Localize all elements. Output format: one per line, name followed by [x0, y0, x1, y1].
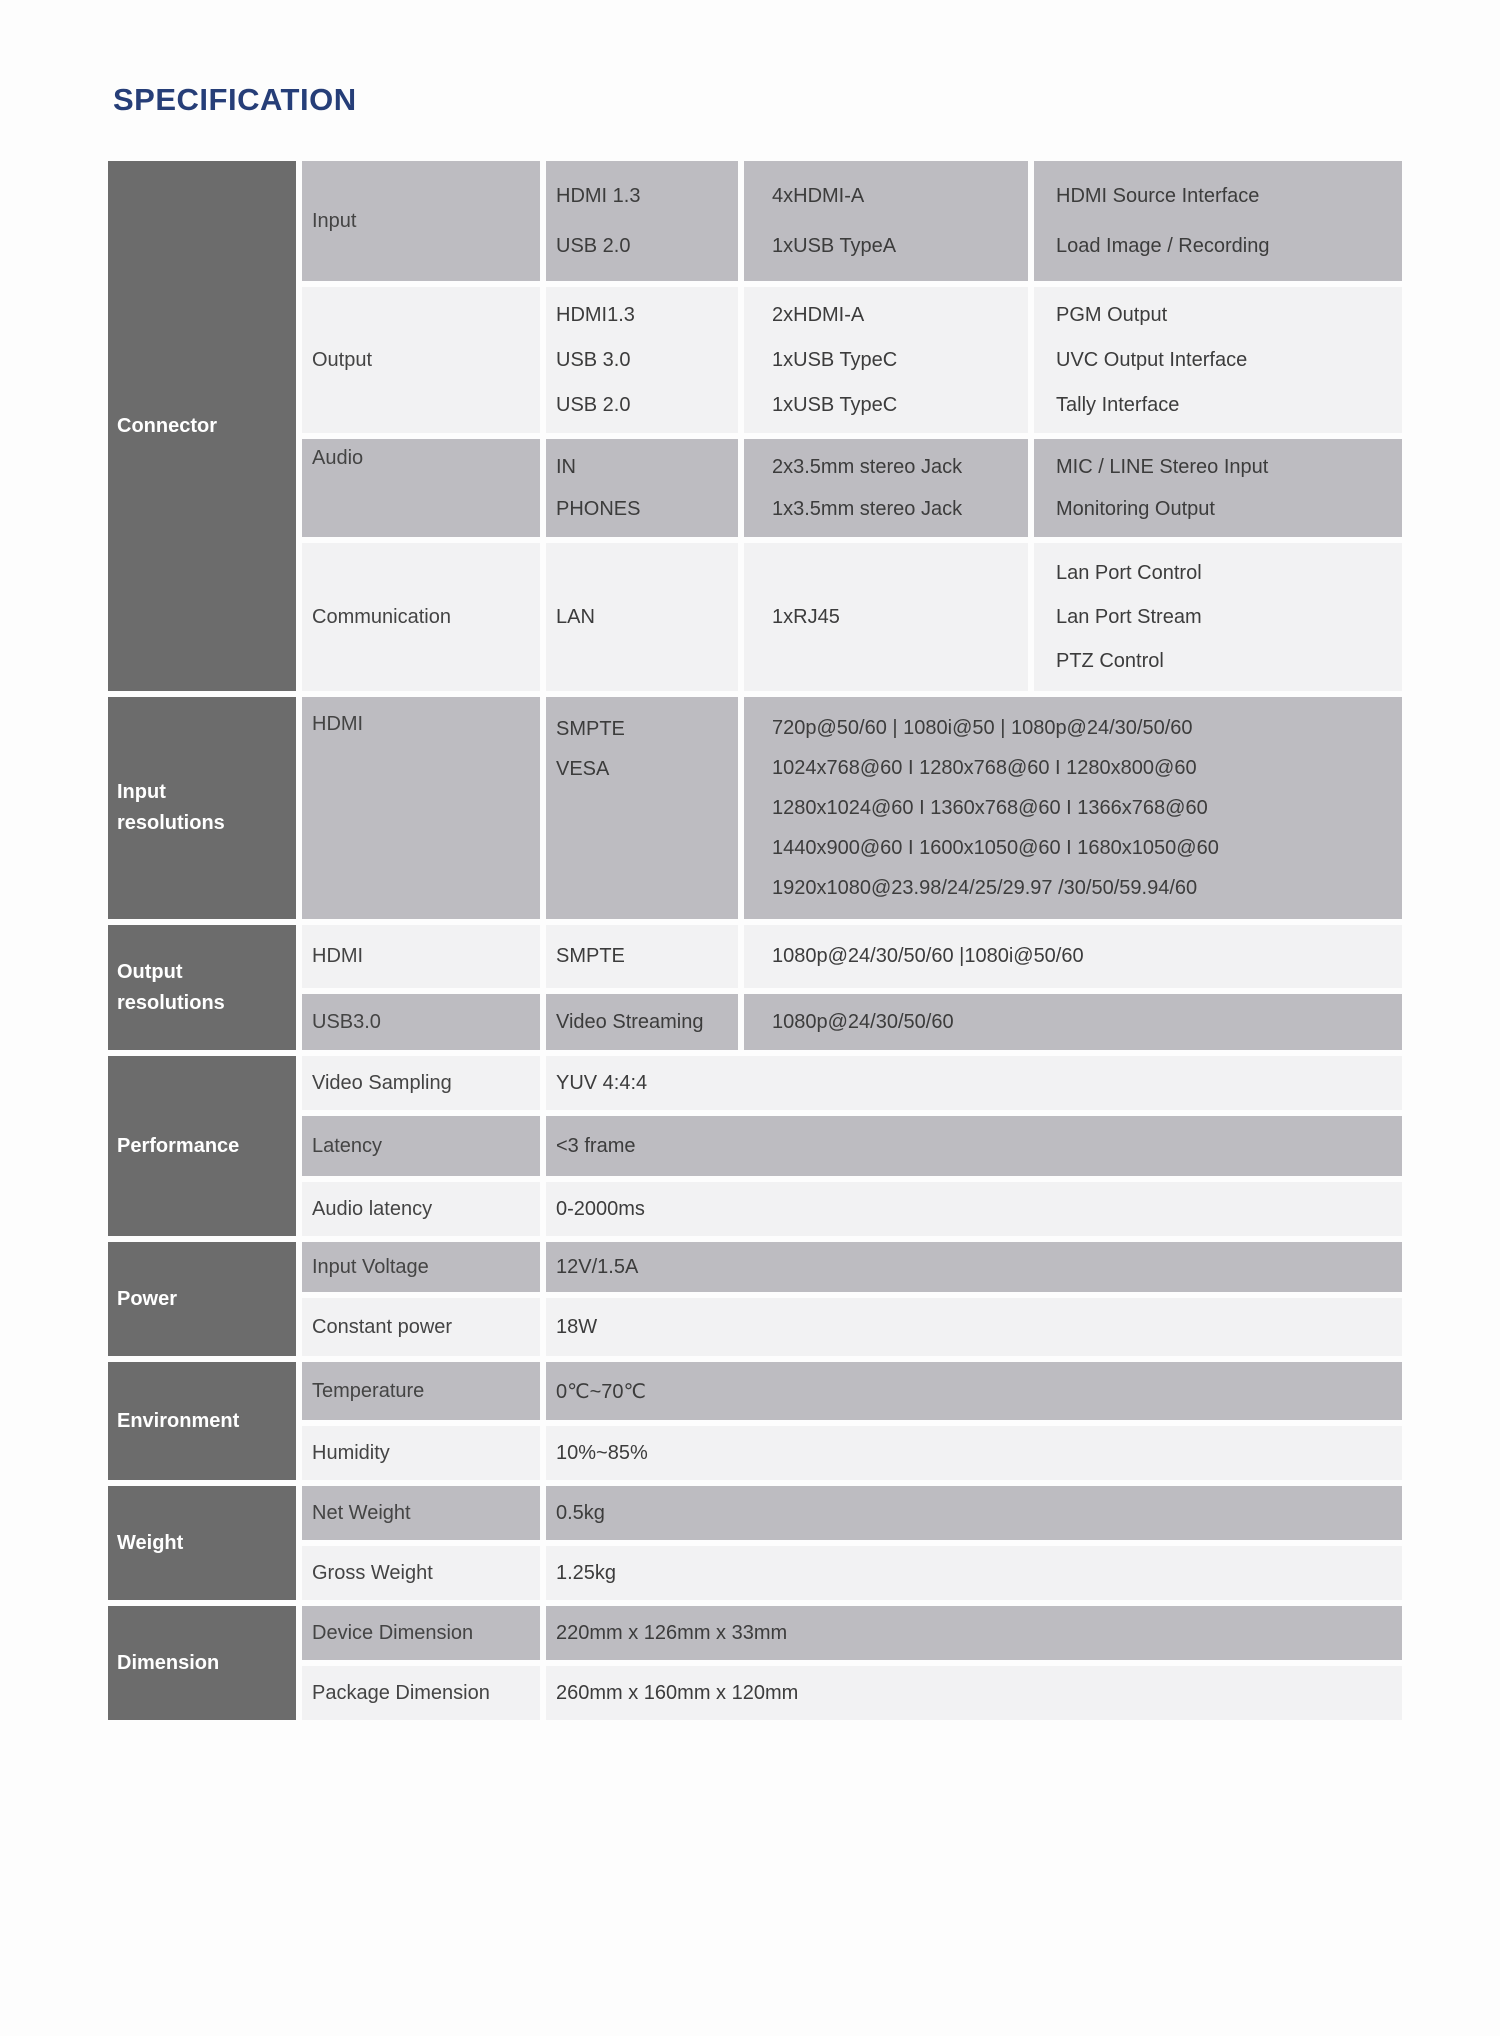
page-title: SPECIFICATION [113, 82, 357, 117]
table-row [108, 1362, 1402, 1420]
value-line: HDMI 1.3 [556, 185, 641, 207]
value-line: 2x3.5mm stereo Jack [772, 456, 963, 478]
category-cell: Power [108, 1242, 296, 1356]
subcategory-cell: Video Sampling [302, 1056, 540, 1110]
table-row [108, 994, 1402, 1050]
value-cell: 0-2000ms [546, 1182, 1402, 1236]
subcategory-cell: Audio [302, 439, 540, 537]
value-line: VESA [556, 758, 610, 780]
subcategory-cell: HDMI [302, 697, 540, 919]
subcategory-cell: Gross Weight [302, 1546, 540, 1600]
category-cell: Connector [108, 161, 296, 691]
subcategory-cell: Input Voltage [302, 1242, 540, 1292]
value-cell: SMPTE [546, 925, 738, 988]
table-row [108, 1546, 1402, 1600]
value-line: SMPTE [556, 718, 625, 740]
subcategory-cell: Output [302, 287, 540, 433]
category-cell [108, 697, 296, 919]
subcategory-cell: Input [302, 161, 540, 281]
value-line: IN [556, 456, 576, 478]
value-line: PGM Output [1056, 303, 1168, 326]
category-cell [108, 925, 296, 1050]
subcategory-cell: Humidity [302, 1426, 540, 1480]
value-cell [546, 697, 738, 919]
subcategory-cell: Device Dimension [302, 1606, 540, 1660]
value-line: 720p@50/60 | 1080i@50 | 1080p@24/30/50/60 [772, 717, 1193, 739]
category-cell: Environment [108, 1362, 296, 1480]
subcategory-cell: Temperature [302, 1362, 540, 1420]
table-row [108, 287, 1402, 433]
subcategory-cell: HDMI [302, 925, 540, 988]
value-cell [546, 161, 738, 281]
value-cell [546, 287, 738, 433]
value-line: UVC Output Interface [1056, 348, 1248, 371]
value-line: Lan Port Control [1056, 562, 1202, 584]
value-cell: 12V/1.5A [546, 1242, 1402, 1292]
value-line: 1440x900@60 I 1600x1050@60 I 1680x1050@60 [772, 837, 1219, 859]
subcategory-cell: Latency [302, 1116, 540, 1176]
value-line: USB 2.0 [556, 235, 631, 257]
table-row [108, 1426, 1402, 1480]
value-cell: 220mm x 126mm x 33mm [546, 1606, 1402, 1660]
value-line: MIC / LINE Stereo Input [1056, 456, 1269, 478]
value-line: HDMI1.3 [556, 303, 635, 326]
table-row [108, 161, 1402, 281]
table-row [108, 697, 1402, 919]
value-cell: 0℃~70℃ [546, 1362, 1402, 1420]
value-line: 2xHDMI-A [772, 303, 865, 326]
value-line: HDMI Source Interface [1056, 185, 1260, 207]
value-line: USB 3.0 [556, 348, 631, 371]
table-row [108, 1486, 1402, 1540]
value-cell: 18W [546, 1298, 1402, 1356]
table-row [108, 1056, 1402, 1110]
value-cell: 260mm x 160mm x 120mm [546, 1666, 1402, 1720]
value-cell [1034, 287, 1402, 433]
subcategory-cell: USB3.0 [302, 994, 540, 1050]
value-cell: <3 frame [546, 1116, 1402, 1176]
value-cell: Video Streaming [546, 994, 738, 1050]
spec-table [102, 155, 1408, 1726]
table-row [108, 1242, 1402, 1292]
subcategory-cell: Net Weight [302, 1486, 540, 1540]
value-line: 4xHDMI-A [772, 185, 865, 207]
value-line: 1x3.5mm stereo Jack [772, 498, 963, 520]
table-row [108, 925, 1402, 988]
category-line: Input [117, 781, 166, 803]
value-cell: 10%~85% [546, 1426, 1402, 1480]
value-line: 1280x1024@60 I 1360x768@60 I 1366x768@60 [772, 797, 1208, 819]
value-cell [744, 439, 1028, 537]
value-cell [744, 287, 1028, 433]
subcategory-cell: Package Dimension [302, 1666, 540, 1720]
value-line: Lan Port Stream [1056, 606, 1202, 628]
value-cell [744, 697, 1402, 919]
table-row [108, 1116, 1402, 1176]
value-line: Load Image / Recording [1056, 235, 1270, 257]
value-line: 1xUSB TypeA [772, 235, 897, 257]
value-cell: 1080p@24/30/50/60 |1080i@50/60 [744, 925, 1402, 988]
subcategory-cell: Constant power [302, 1298, 540, 1356]
value-cell: 0.5kg [546, 1486, 1402, 1540]
value-cell: 1.25kg [546, 1546, 1402, 1600]
value-line: Monitoring Output [1056, 498, 1215, 520]
value-cell: LAN [546, 543, 738, 691]
table-row [108, 1298, 1402, 1356]
value-line: USB 2.0 [556, 393, 631, 416]
value-cell [1034, 439, 1402, 537]
subcategory-cell: Audio latency [302, 1182, 540, 1236]
value-cell: YUV 4:4:4 [546, 1056, 1402, 1110]
category-line: resolutions [117, 991, 225, 1014]
category-cell: Weight [108, 1486, 296, 1600]
value-cell: 1080p@24/30/50/60 [744, 994, 1402, 1050]
table-row [108, 543, 1402, 691]
value-cell [1034, 161, 1402, 281]
value-cell: 1xRJ45 [744, 543, 1028, 691]
value-cell [1034, 543, 1402, 691]
category-cell: Dimension [108, 1606, 296, 1720]
value-line: 1xUSB TypeC [772, 348, 898, 371]
value-line: Tally Interface [1056, 393, 1180, 416]
value-line: PTZ Control [1056, 650, 1164, 672]
category-line: resolutions [117, 812, 225, 834]
value-line: PHONES [556, 498, 641, 520]
table-row [108, 1606, 1402, 1660]
value-line: 1024x768@60 I 1280x768@60 I 1280x800@60 [772, 757, 1197, 779]
value-cell [744, 161, 1028, 281]
value-cell [546, 439, 738, 537]
table-row [108, 1666, 1402, 1720]
category-cell: Performance [108, 1056, 296, 1236]
category-line: Output [117, 960, 183, 983]
table-row [108, 1182, 1402, 1236]
subcategory-cell: Communication [302, 543, 540, 691]
value-line: 1xUSB TypeC [772, 393, 898, 416]
value-line: 1920x1080@23.98/24/25/29.97 /30/50/59.94/60 [772, 877, 1198, 899]
table-row [108, 439, 1402, 537]
